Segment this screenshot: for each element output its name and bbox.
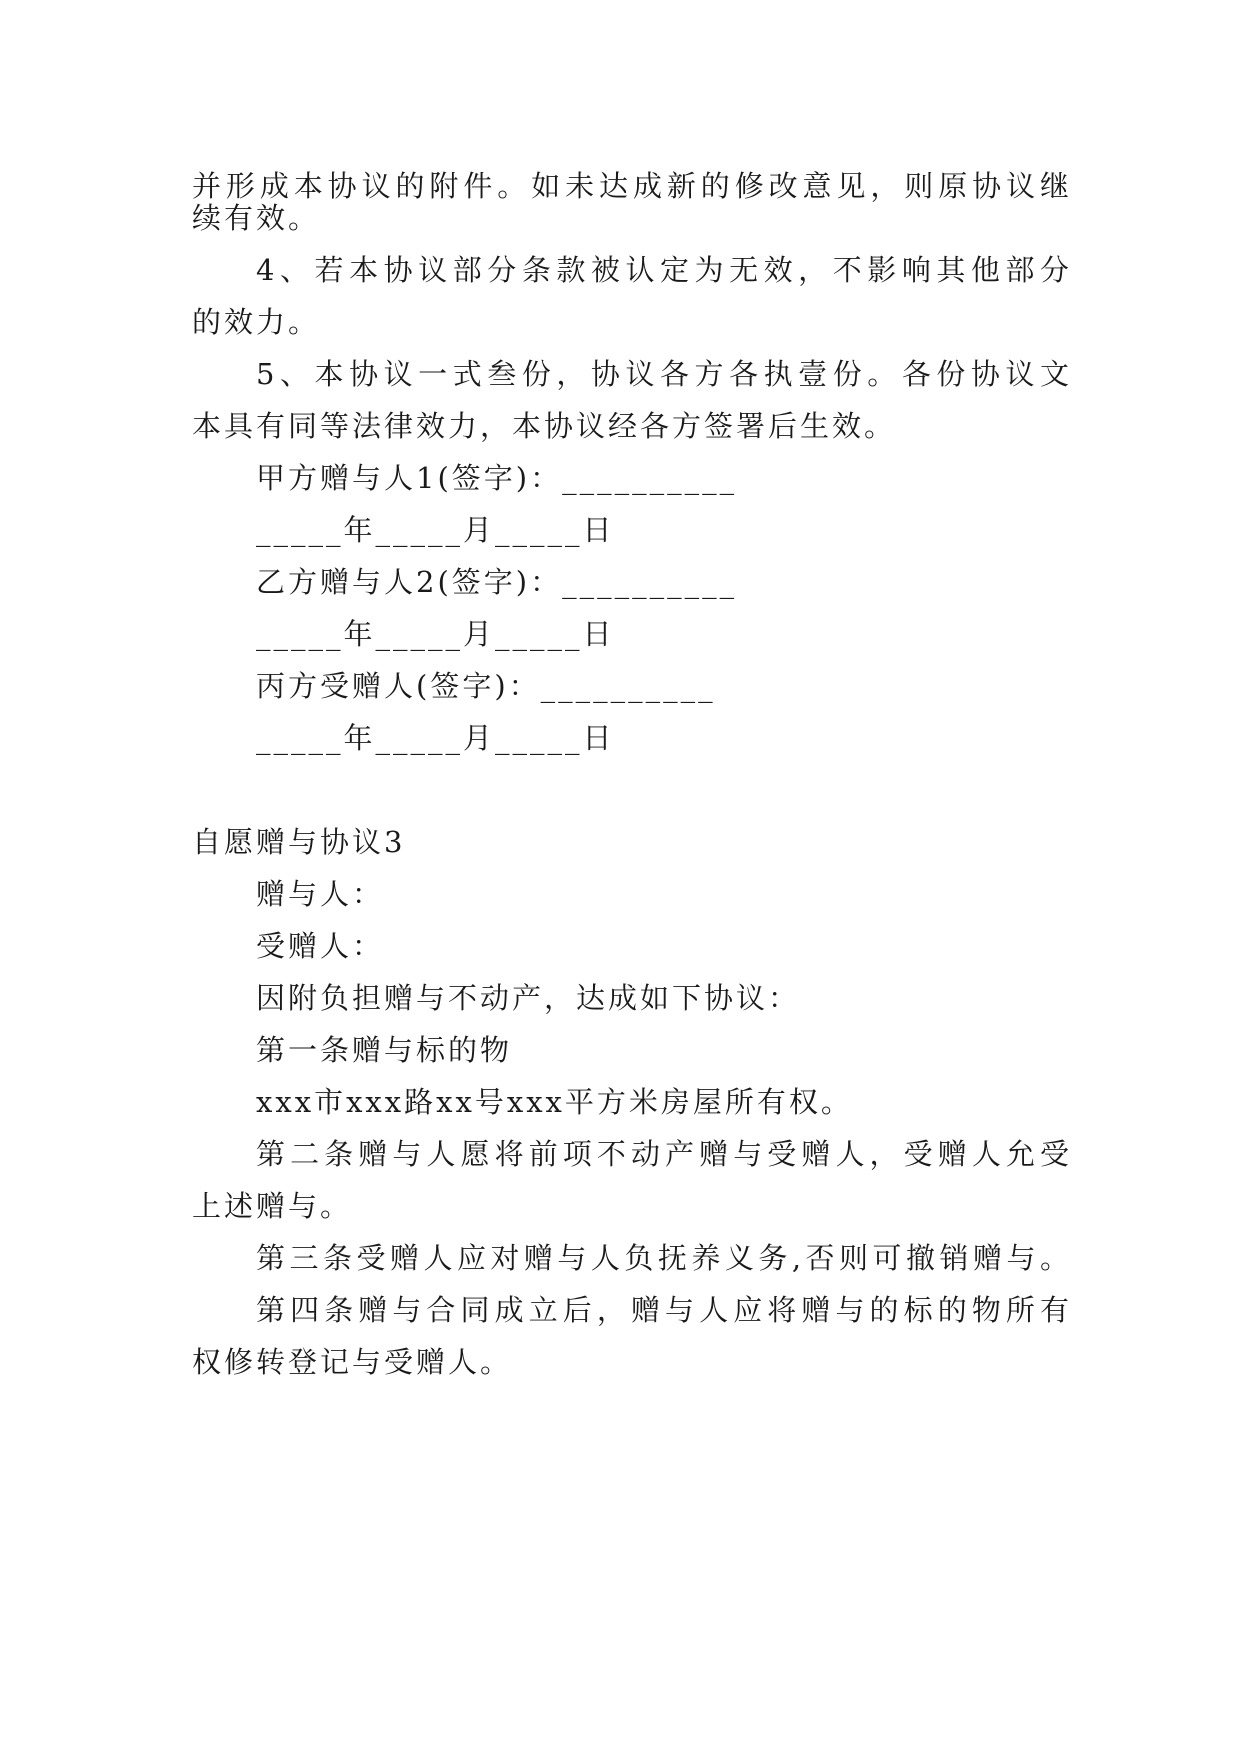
paragraph-line: 并形成本协议的附件。如未达成新的修改意见，则原协议继: [192, 169, 1072, 203]
signature-party-b: 乙方赠与人2(签字)：__________: [256, 565, 738, 599]
section-title: 自愿赠与协议3: [192, 825, 406, 859]
paragraph-line: 5、本协议一式叁份，协议各方各执壹份。各份协议文: [256, 357, 1072, 391]
paragraph-line: 本具有同等法律效力，本协议经各方签署后生效。: [192, 409, 897, 443]
signature-party-c: 丙方受赠人(签字)：__________: [256, 669, 716, 703]
signature-date-c: _____年_____月_____日: [256, 721, 615, 755]
article3-line: 第三条受赠人应对赠与人负抚养义务,否则可撤销赠与。: [256, 1241, 1072, 1275]
signature-party-a: 甲方赠与人1(签字)：__________: [256, 461, 738, 495]
article2-line: 第二条赠与人愿将前项不动产赠与受赠人，受赠人允受: [256, 1137, 1072, 1171]
donee-line: 受赠人：: [256, 929, 385, 963]
signature-date-a: _____年_____月_____日: [256, 513, 615, 547]
paragraph-line: 4、若本协议部分条款被认定为无效，不影响其他部分: [256, 253, 1072, 287]
article1-body: xxx市xxx路xx号xxx平方米房屋所有权。: [256, 1085, 853, 1119]
article2-line: 上述赠与。: [192, 1189, 353, 1223]
article4-line: 权修转登记与受赠人。: [192, 1345, 513, 1379]
signature-date-b: _____年_____月_____日: [256, 617, 615, 651]
paragraph-line: 的效力。: [192, 305, 321, 339]
donor-line: 赠与人：: [256, 877, 385, 911]
intro-line: 因附负担赠与不动产，达成如下协议：: [256, 981, 801, 1015]
article1-title: 第一条赠与标的物: [256, 1033, 513, 1067]
paragraph-line: 续有效。: [192, 201, 321, 235]
article4-line: 第四条赠与合同成立后，赠与人应将赠与的标的物所有: [256, 1293, 1072, 1327]
